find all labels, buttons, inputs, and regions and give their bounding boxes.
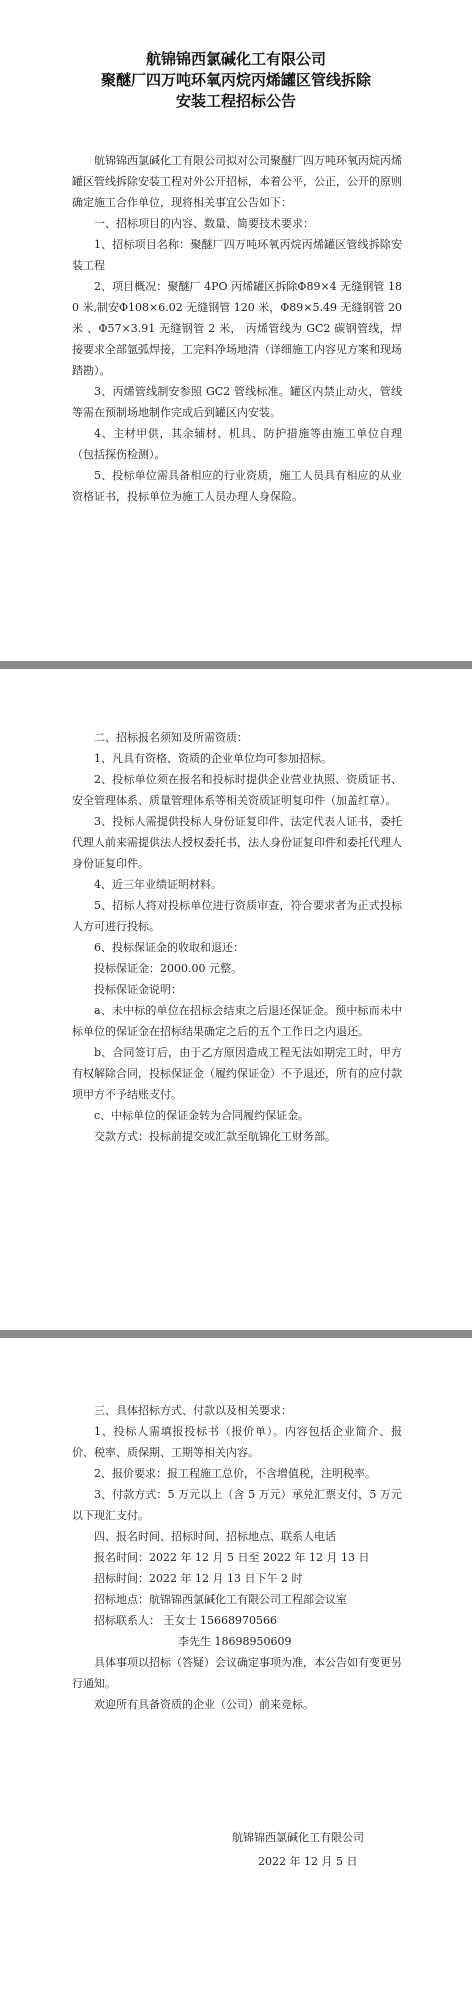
section1-body [72,150,402,507]
section1-item-4: 4、主材甲供，其余辅材、机具、防护措施等由施工单位自理（包括探伤检测）。 [72,427,402,461]
document-title-line2: 聚醚厂四万吨环氧丙烷丙烯罐区管线拆除 [100,71,371,89]
section3-item-2: 2、报价要求：报工程施工总价，不含增值税，注明税率。 [94,1467,376,1480]
section1-item-1: 1、招标项目名称：聚醚厂四万吨环氧丙烷丙烯罐区管线拆除安装工程 [72,238,402,272]
section1-item-3: 3、丙烯管线制安参照 GC2 管线标准。罐区内禁止动火，管线等需在预制场地制作完成后到罐区内安装。 [72,385,402,419]
page-separator [0,1330,472,1338]
intro-paragraph: 航锦锦西氯碱化工有限公司拟对公司聚醚厂四万吨环氧丙烷丙烯罐区管线拆除安装工程对外公开招标，本着公平，公正，公开的原则确定施工合作单位，现将相关事宜公告如下： [72,154,402,209]
section4-heading: 四、报名时间、招标时间、招标地点、联系人电话 [94,1530,336,1543]
section2-body [72,727,402,1147]
section1-item-5: 5、投标单位需具备相应的行业资质，施工人员具有相应的从业资格证书，投标单位为施工人员办理人身保险。 [72,469,402,503]
bidding-location: 招标地点：航锦锦西氯碱化工有限公司工程部会议室 [94,1593,347,1606]
notice-change-note: 具体事项以招标（答疑）会议确定事项为准，本公告如有变更另行通知。 [72,1656,402,1690]
signature-company: 航锦锦西氯碱化工有限公司 [232,1831,364,1844]
section2-heading: 二、招标报名须知及所需资质： [94,731,248,744]
deposit-note-a: a、未中标的单位在招标会结束之后退还保证金。预中标而未中标单位的保证金在招标结果确定之后的五个工作日之内退还。 [72,1004,402,1038]
document-page-3 [0,1338,472,2000]
contact-person-1: 招标联系人： 王女士 15668970566 [94,1614,277,1627]
section3-item-1: 1、投标人需填报投标书（报价单）。内容包括企业简介、报价、税率、质保期、工期等相关内容。 [72,1425,402,1459]
section2-item-5: 5、招标人将对投标单位进行资质审查，符合要求者为正式投标人方可进行投标。 [72,899,402,933]
section3-item-3: 3、付款方式：5 万元以上（含 5 万元）承兑汇票支付，5 万元以下现汇支付。 [72,1488,402,1522]
deposit-notes-heading: 投标保证金说明： [94,983,182,996]
document-page-1 [0,0,472,660]
deposit-note-c: c、中标单位的保证金转为合同履约保证金。 [94,1109,310,1122]
signature-date: 2022 年 12 月 5 日 [258,1855,358,1868]
contact-person-2: 李先生 18698950609 [178,1635,292,1648]
deposit-note-b: b、合同签订后，由于乙方原因造成工程无法如期完工时，甲方有权解除合同，投标保证金（履约保证金）不予退还，所有的应付款项甲方不予结账支付。 [72,1046,402,1101]
section2-item-2: 2、投标单位须在报名和投标时提供企业营业执照、资质证书、安全管理体系、质量管理体系等相关资质证明复印件（加盖红章）。 [72,773,402,807]
section2-item-3: 3、投标人需提供投标人身份证复印件、法定代表人证书，委托代理人前来需提供法人授权委托书，法人身份证复印件和委托代理人身份证复印件。 [72,815,402,870]
section3-body [72,1400,402,1715]
section2-item-4: 4、近三年业绩证明材料。 [94,878,222,891]
document-page-2 [0,669,472,1330]
section2-item-1: 1、凡具有资格、资质的企业单位均可参加招标。 [94,752,332,765]
bidding-time: 招标时间：2022 年 12 月 13 日下午 2 时 [94,1572,303,1585]
welcome-note: 欢迎所有具备资质的企业（公司）前来竞标。 [94,1698,314,1711]
registration-time: 报名时间：2022 年 12 月 5 日至 2022 年 12 月 13 日 [94,1551,370,1564]
section2-item-6: 6、投标保证金的收取和退还： [94,941,244,954]
section3-heading: 三、具体招标方式、付款以及相关要求： [94,1404,292,1417]
document-title-line1: 航锦锦西氯碱化工有限公司 [145,50,326,68]
section1-item-2: 2、项目概况：聚醚厂 4PO 丙烯罐区拆除Φ89×4 无缝钢管 180 米,制安Φ108×6.02 无缝钢管 120 米，Φ89×5.49 无缝钢管 20 米 、Φ57×3.91 无缝钢管 2 米， 丙烯管线为 GC2 碳钢管线，焊接要求全部氩弧焊接，工完料净场地清（详细施工内容见方案和现场踏勘）。 [72,280,402,377]
deposit-amount: 投标保证金：2000.00 元整。 [94,962,242,975]
page-separator [0,661,472,669]
payment-method: 交款方式：投标前提交或汇款至航锦化工财务部。 [94,1130,336,1143]
section1-heading: 一、招标项目的内容、数量、简要技术要求： [94,217,314,230]
document-title-line3: 安装工程招标公告 [175,92,296,110]
